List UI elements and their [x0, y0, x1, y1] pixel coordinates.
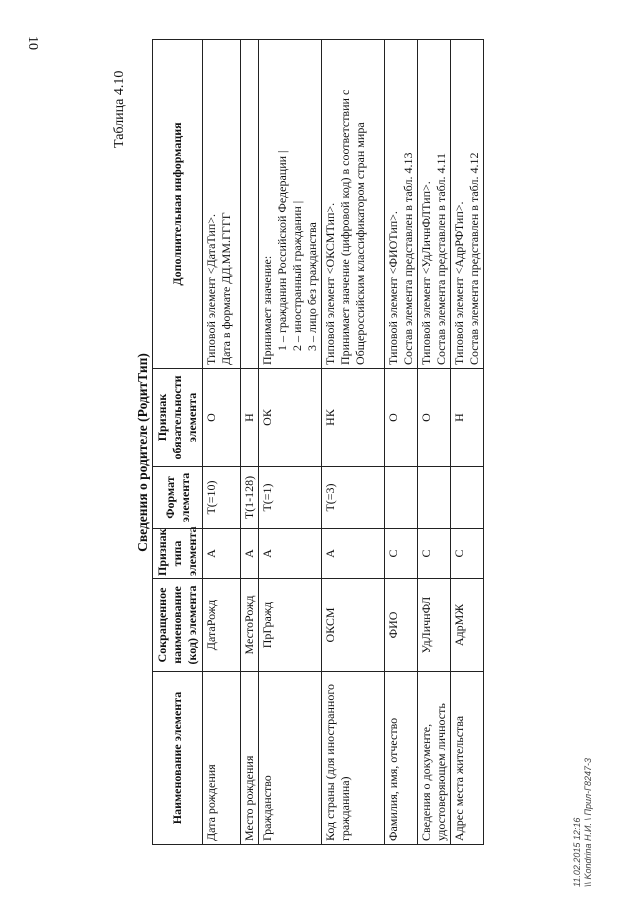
cell-name: Дата рождения [203, 672, 241, 845]
signature-stamp [572, 758, 594, 887]
info-line: Типовой элемент <ДатаТип>. [204, 213, 218, 365]
cell-required: О [385, 369, 418, 467]
cell-type: А [241, 529, 259, 579]
info-line: Состав элемента представлен в табл. 4.13 [401, 152, 415, 365]
cell-name: Адрес места жительства [451, 672, 484, 845]
info-line: 3 – лицо без гражданства [305, 222, 319, 351]
cell-name: Гражданство [259, 672, 322, 845]
signature-line: 11.02.2015 12:16 [572, 817, 582, 887]
cell-info [203, 40, 241, 369]
table-row [451, 40, 484, 845]
info-line: 2 – иностранный гражданин | [290, 200, 304, 351]
table-row [241, 40, 259, 845]
cell-info [418, 40, 451, 369]
cell-code: ОКСМ [322, 579, 385, 672]
signature-line: \\ Kondrina Н.И. \ Прил-Г8247-3 [583, 758, 593, 887]
table-row [259, 40, 322, 845]
cell-code: МестоРожд [241, 579, 259, 672]
cell-name: Сведения о документе, удостоверяющем личность [418, 672, 451, 845]
cell-required: О [203, 369, 241, 467]
header-required: Признак обязательности элемента [153, 369, 203, 467]
cell-type: С [418, 529, 451, 579]
header-type: Признак типа элемента [153, 529, 203, 579]
info-line: Принимает значение: [260, 255, 274, 365]
cell-type: С [451, 529, 484, 579]
info-line: Типовой элемент <ОКСМТип>. [323, 202, 337, 365]
cell-info [322, 40, 385, 369]
element-table [152, 39, 484, 845]
table-row [418, 40, 451, 845]
cell-info [385, 40, 418, 369]
cell-name: Фамилия, имя, отчество [385, 672, 418, 845]
cell-info [241, 40, 259, 369]
cell-format [418, 467, 451, 529]
table-label: Таблица 4.10 [112, 70, 127, 148]
cell-type: А [259, 529, 322, 579]
cell-format [385, 467, 418, 529]
header-name: Наименование элемента [153, 672, 203, 845]
cell-format [451, 467, 484, 529]
cell-type: С [385, 529, 418, 579]
info-line: Состав элемента представлен в табл. 4.11 [434, 152, 448, 365]
info-line: Типовой элемент <АдрРФТип>. [452, 201, 466, 365]
cell-required: О [418, 369, 451, 467]
cell-code: ДатаРожд [203, 579, 241, 672]
table-row [203, 40, 241, 845]
cell-info [451, 40, 484, 369]
table-header-row [153, 40, 203, 845]
cell-format: T(=3) [322, 467, 385, 529]
cell-code: АдрМЖ [451, 579, 484, 672]
cell-type: А [322, 529, 385, 579]
cell-format: T(1-128) [241, 467, 259, 529]
info-line: Состав элемента представлен в табл. 4.12 [467, 152, 481, 365]
cell-info [259, 40, 322, 369]
header-code: Сокращенное наименование (код) элемента [153, 579, 203, 672]
cell-name: Место рождения [241, 672, 259, 845]
cell-required: Н [241, 369, 259, 467]
cell-code: УдЛичнФЛ [418, 579, 451, 672]
cell-name: Код страны (для иностранного гражданина) [322, 672, 385, 845]
cell-format: T(=10) [203, 467, 241, 529]
info-line: 1 – гражданин Российской Федерации | [275, 150, 289, 351]
info-line: Дата в формате ДД.ММ.ГГГГ [219, 212, 233, 365]
cell-code: ФИО [385, 579, 418, 672]
header-info: Дополнительная информация [153, 40, 203, 369]
header-format: Формат элемента [153, 467, 203, 529]
page-number: 10 [25, 36, 40, 50]
cell-required: НК [322, 369, 385, 467]
info-line: Типовой элемент <ФИОТип>. [386, 211, 400, 365]
cell-format: T(=1) [259, 467, 322, 529]
cell-required: ОК [259, 369, 322, 467]
cell-required: Н [451, 369, 484, 467]
cell-type: А [203, 529, 241, 579]
table-row [322, 40, 385, 845]
info-line: Принимает значение (цифровой код) в соответствии с Общероссийским классификатором стран мира [338, 89, 367, 365]
table-row [385, 40, 418, 845]
cell-code: ПрГражд [259, 579, 322, 672]
table-caption: Сведения о родителе (РодитТип) [135, 353, 150, 552]
info-line: Типовой элемент <УдЛичнФЛТип>. [419, 181, 433, 365]
